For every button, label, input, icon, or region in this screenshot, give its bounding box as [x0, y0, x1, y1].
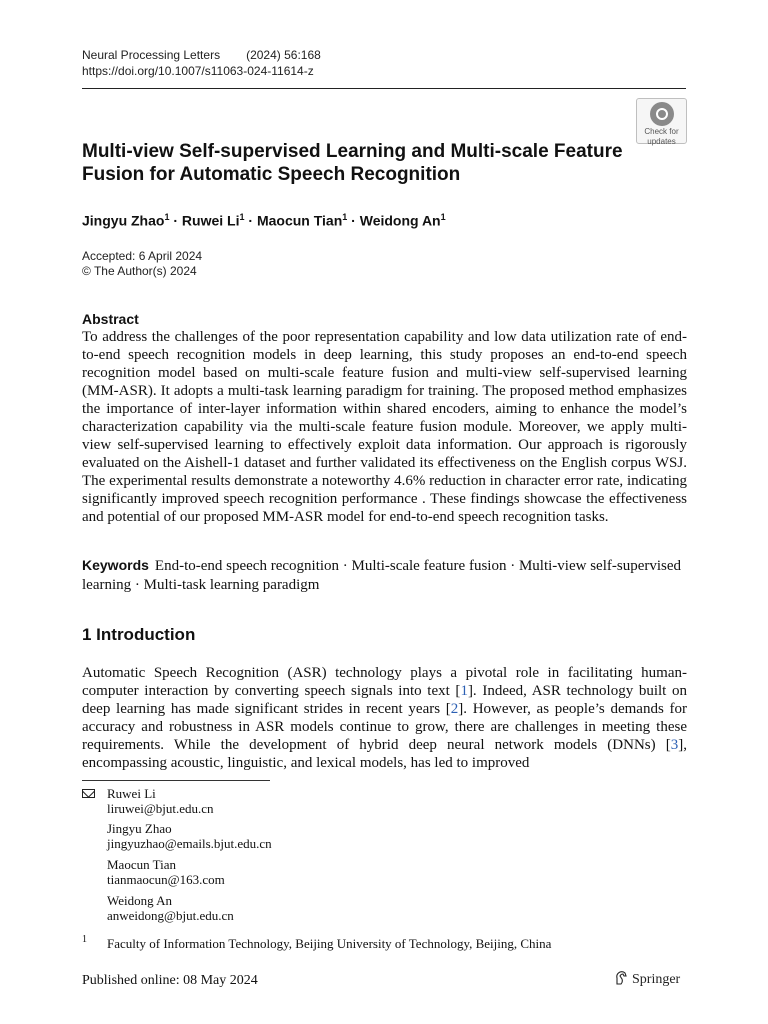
keywords-list: End-to-end speech recognition · Multi-scale feature fusion · Multi-view self-supervised learning · Multi-task learning paradigm: [82, 558, 682, 593]
contact-block: [107, 786, 214, 816]
contact-email[interactable]: jingyuzhao@emails.bjut.edu.cn: [107, 836, 272, 851]
publication-dates: [82, 249, 202, 279]
contact-name: Jingyu Zhao: [107, 821, 172, 836]
intro-text: ], encompassing acoustic, linguistic, and lexical models, has led to improved: [82, 737, 687, 771]
affiliation-marker: 1: [164, 212, 170, 222]
keywords-label: Keywords: [82, 557, 149, 573]
contact-name: Weidong An: [107, 893, 173, 908]
paper-title: Multi-view Self-supervised Learning and Multi-scale Feature Fusion for Automatic Speech Recognition: [82, 141, 623, 185]
contact-email[interactable]: liruwei@bjut.edu.cn: [107, 801, 214, 816]
affiliation-marker: 1: [239, 212, 245, 222]
contact-block: [107, 857, 225, 887]
author-name[interactable]: Maocun Tian: [256, 212, 343, 229]
crossmark-label-1: Check for: [644, 127, 679, 136]
contact-email[interactable]: anweidong@bjut.edu.cn: [107, 908, 234, 923]
header-divider: [82, 88, 686, 89]
crossmark-label-2: updates: [647, 137, 676, 146]
introduction-paragraph: [82, 664, 687, 772]
contact-email[interactable]: tianmaocun@163.com: [107, 872, 225, 887]
abstract-text: To address the challenges of the poor representation capability and low data utilization rate of end-to-end speech recognition models in deep learning, this study proposes an end-to-end speech recognition model based on multi-scale feature fusion and multi-view self-supervised learning (MM-ASR). It adopts a multi-task learning paradigm for training. The proposed method emphasizes the importance of inter-layer information within shared encoders, aiming to enhance the model’s characterization capability via the multi-scale feature fusion module. Moreover, we apply multi-view self-supervised learning to effectively exploit data information. Our approach is rigorously evaluated on the Aishell-1 dataset and further validated its effectiveness on the English corpus WSJ. The experimental results demonstrate a noteworthy 4.6% reduction in character error rate, indicating significantly improved speech recognition performance . These findings showcase the effectiveness and potential of our proposed MM-ASR model for end-to-end speech recognition tasks.: [82, 329, 687, 525]
springer-horse-icon: [614, 971, 627, 985]
author-list: [82, 208, 446, 230]
section-heading-introduction: 1 Introduction: [82, 625, 196, 644]
affiliation-marker: 1: [342, 212, 348, 222]
contact-block: [107, 893, 234, 923]
envelope-icon: [82, 789, 95, 798]
journal-header: [82, 47, 321, 79]
citation-link[interactable]: 1: [460, 683, 468, 699]
journal-name: Neural Processing Letters: [82, 48, 221, 62]
keywords: [82, 556, 687, 595]
abstract-heading: Abstract: [82, 311, 139, 327]
affiliation-marker: 1: [440, 212, 446, 222]
publisher-name: Springer: [632, 972, 681, 987]
check-for-updates-badge[interactable]: [636, 98, 687, 144]
contact-block: [107, 821, 272, 851]
doi-link[interactable]: https://doi.org/10.1007/s11063-024-11614-z: [82, 64, 314, 78]
contact-name: Ruwei Li: [107, 786, 156, 801]
journal-volume: (2024) 56:168: [246, 48, 321, 62]
contact-name: Maocun Tian: [107, 857, 176, 872]
author-name[interactable]: Jingyu Zhao: [82, 212, 165, 229]
intro-text: ]. Indeed, ASR technology built on deep learning has made significant strides in recent years [: [82, 683, 687, 717]
footnote-divider: [82, 780, 270, 781]
author-name[interactable]: Ruwei Li: [181, 212, 240, 229]
copyright-notice: © The Author(s) 2024: [82, 264, 197, 278]
crossmark-icon: [650, 102, 674, 126]
intro-text: Automatic Speech Recognition (ASR) technology plays a pivotal role in facilitating human-computer interaction by converting speech signals into text [: [82, 665, 687, 699]
citation-link[interactable]: 2: [450, 701, 459, 717]
accepted-date: Accepted: 6 April 2024: [82, 249, 203, 263]
publisher-logo: [614, 971, 680, 988]
author-separator: ·: [173, 212, 179, 229]
affiliation-text: Faculty of Information Technology, Beijing University of Technology, Beijing, China: [107, 936, 552, 951]
author-separator: ·: [351, 212, 356, 229]
affiliation-number: 1: [82, 934, 87, 945]
author-name[interactable]: Weidong An: [359, 212, 441, 229]
citation-link[interactable]: 3: [670, 737, 679, 753]
published-online: Published online: 08 May 2024: [82, 973, 258, 988]
intro-text: ]. However, as people’s demands for accuracy and robustness in ASR models continue to grow, there are challenges in meeting these requirements. While the development of hybrid deep neural network models (DNNs) [: [82, 701, 687, 753]
author-separator: ·: [248, 212, 254, 229]
